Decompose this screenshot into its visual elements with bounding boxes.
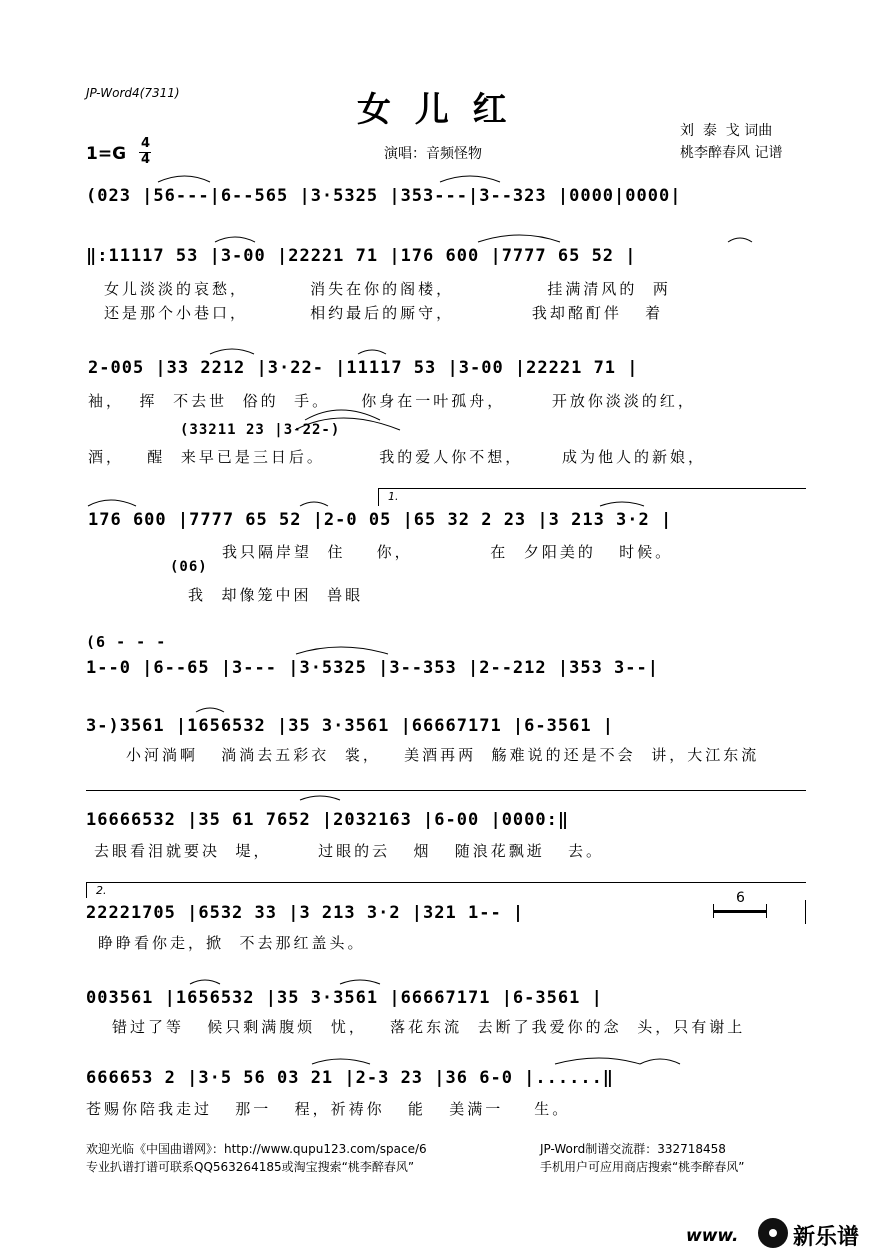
watermark-brand: 新乐谱	[793, 1225, 860, 1250]
volta-2-bracket	[86, 882, 806, 883]
score-line-8: 22221705 |6532 33 |3 213 3·2 |321 1-- |	[86, 903, 525, 923]
lyrics-line-3-verse-1: 袖， 挥 不去世 俗的 手。 你身在一叶孤舟， 开放你淡淡的红，	[88, 392, 696, 410]
software-label: JP-Word4(7311)	[86, 86, 180, 100]
lyrics-line-10: 苍赐你陪我走过 那一 程，祈祷你 能 美满一 生。	[86, 1100, 571, 1118]
time-signature-bottom: 4	[141, 152, 151, 167]
multi-measure-rest-count: 6	[736, 890, 745, 906]
score-line-2: ‖:11117 53 |3-00 |22221 71 |176 600 |7777 65 52 |	[86, 246, 637, 266]
watermark-url: www.	[686, 1226, 739, 1246]
score-line-9: 003561 |1656532 |35 3·3561 |66667171 |6-3561 |	[86, 988, 603, 1008]
volta-2-bracket-left	[86, 882, 87, 898]
lyrics-line-4: 我只隔岸望 住 你， 在 夕阳美的 时候。	[222, 543, 674, 561]
watermark-disc-icon	[758, 1218, 788, 1248]
lyrics-line-2-verse-1: 女儿淡淡的哀愁， 消失在你的阁楼， 挂满清风的 两	[104, 280, 671, 298]
transcriber-credit: 桃李醉春风 记谱	[680, 145, 783, 161]
composer-credit: 刘 泰 戈 词曲	[680, 123, 773, 139]
score-line-10: 666653 2 |3·5 56 03 21 |2-3 23 |36 6-0 |......‖	[86, 1068, 615, 1088]
footer-site-link[interactable]: 欢迎光临《中国曲谱网》：http://www.qupu123.com/space/6	[86, 1142, 427, 1156]
lyrics-line-3-verse-2: 酒， 醒 来早已是三日后。 我的爱人你不想， 成为他人的新娘，	[88, 448, 707, 466]
footer-group: JP-Word制谱交流群：332718458	[540, 1142, 726, 1156]
score-line-5-upper: (6 - - -	[86, 633, 167, 651]
alternate-lyrics: 我 却像笼中困 兽眼	[188, 586, 364, 604]
lyrics-line-8: 睁睁看你走，掀 不去那红盖头。	[98, 934, 366, 952]
volta-1-label: 1.	[388, 490, 399, 503]
score-line-3: 2-005 |33 2212 |3·22- |11117 53 |3-00 |22221 71 |	[88, 358, 639, 378]
volta-2-label: 2.	[96, 884, 107, 897]
time-signature-top: 4	[141, 136, 151, 151]
score-line-7: 16666532 |35 61 7652 |2032163 |6-00 |0000:‖	[86, 810, 570, 830]
alternate-notes: (06)	[170, 559, 208, 575]
lyrics-line-6: 小河淌啊 淌淌去五彩衣 裳， 美酒再两 觞难说的还是不会 讲，大江东流	[126, 746, 760, 764]
lyrics-line-7: 去眼看泪就要决 堤， 过眼的云 烟 随浪花飘逝 去。	[94, 842, 605, 860]
bridge-parenthetical: (33211 23 |3·22-)	[180, 422, 341, 438]
volta-1-bracket	[378, 488, 806, 489]
multi-measure-rest-right	[766, 904, 767, 918]
singer-credit: 演唱：音频怪物	[384, 146, 482, 162]
song-title: 女 儿 红	[357, 90, 513, 130]
footer-contact: 专业扒谱打谱可联系QQ563264185或淘宝搜索“桃李醉春风”	[86, 1160, 415, 1174]
multi-measure-rest-left	[713, 904, 714, 918]
lyrics-line-9: 错过了等 候只剩满腹烦 忧， 落花东流 去断了我爱你的念 头，只有谢上	[112, 1018, 746, 1036]
system-7-top-rule	[86, 790, 806, 791]
score-line-6: 3-)3561 |1656532 |35 3·3561 |66667171 |6-3561 |	[86, 716, 615, 736]
volta-1-bracket-left	[378, 488, 379, 506]
score-line-4: 176 600 |7777 65 52 |2-0 05 |65 32 2 23 |3 213 3·2 |	[88, 510, 673, 530]
barline-system-8-end	[805, 900, 806, 924]
score-line-1: (023 |56---|6--565 |3·5325 |353---|3--323 |0000|0000|	[86, 186, 682, 206]
score-line-5: 1--0 |6--65 |3--- |3·5325 |3--353 |2--212 |353 3--|	[86, 658, 659, 678]
key-signature: 1=G	[86, 144, 127, 164]
multi-measure-rest	[714, 910, 766, 913]
lyrics-line-2-verse-2: 还是那个小巷口， 相约最后的厮守， 我却酩酊伴 着	[104, 304, 664, 322]
footer-app-hint: 手机用户可应用商店搜索“桃李醉春风”	[540, 1160, 745, 1174]
